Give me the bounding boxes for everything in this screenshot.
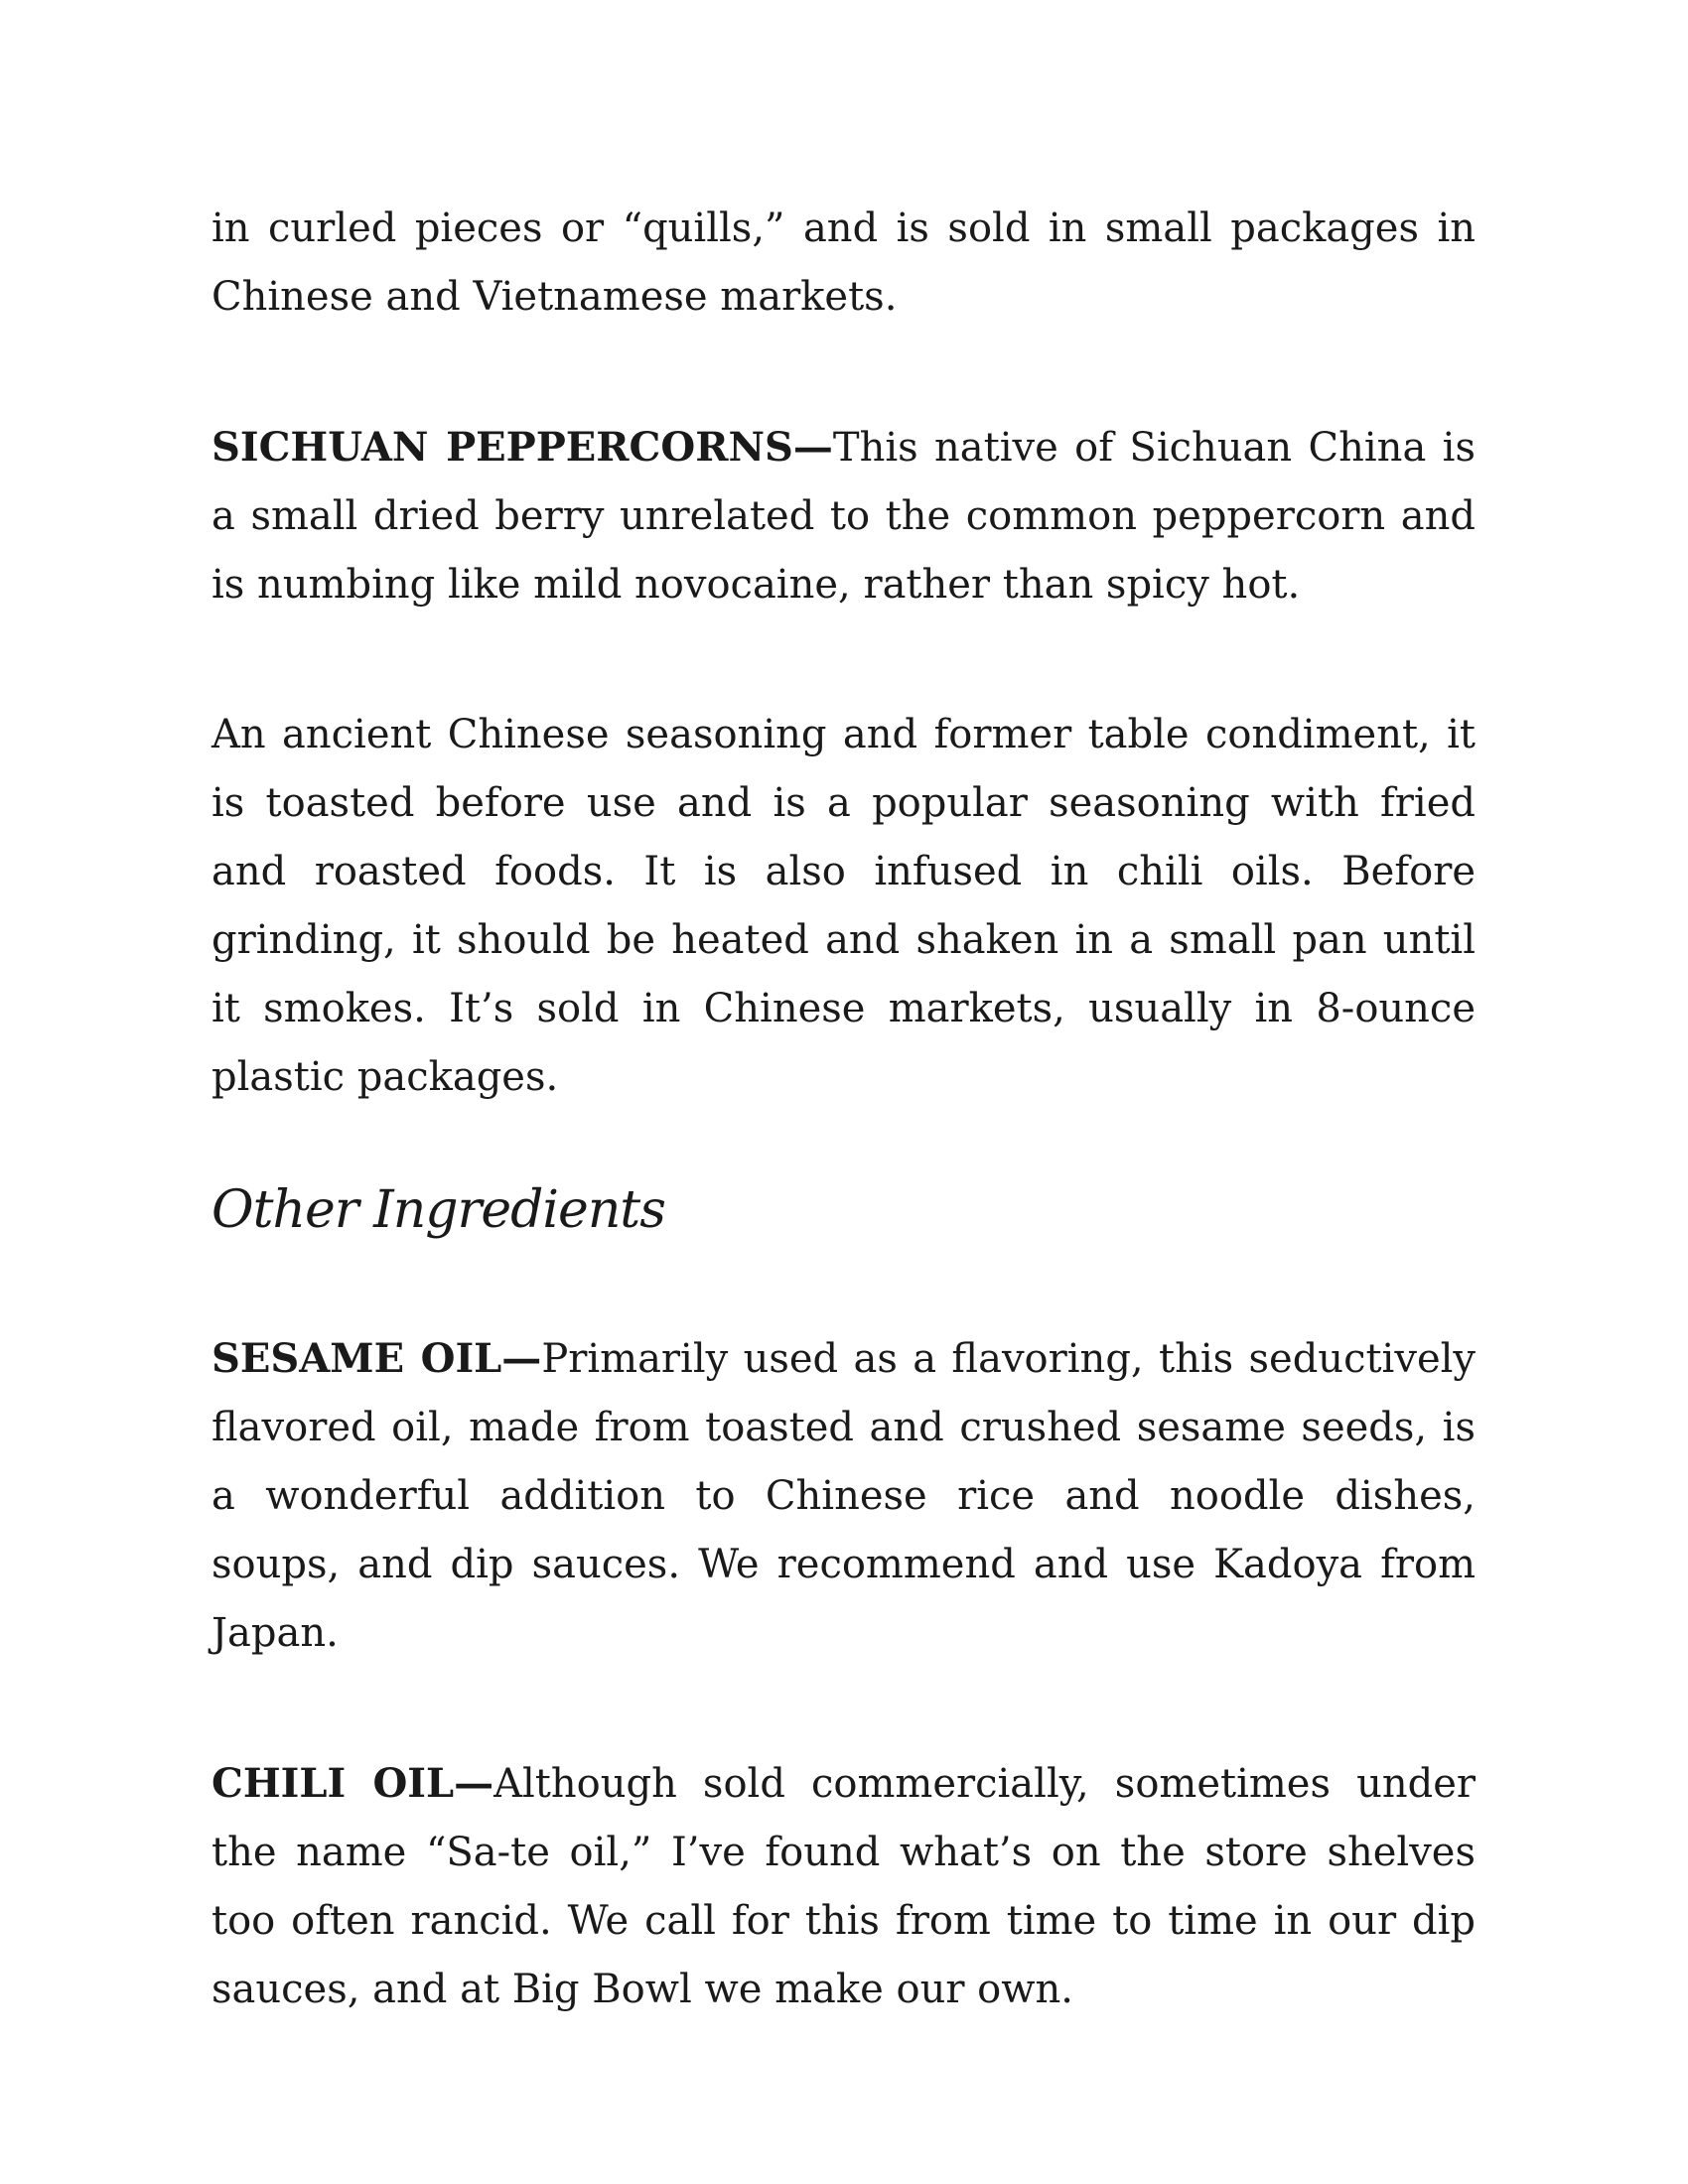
definition-sesame-oil: Primarily used as a flavoring, this seductively flavored oil, made from toasted and crushed sesame seeds, is a wonderful addition to Chinese rice and noodle dishes, soups, and dip sauces. We recommend and use Kadoya from Japan. xyxy=(211,1336,1476,1656)
section-heading-other-ingredients: Other Ingredients xyxy=(211,1180,665,1240)
definition-chili-oil: Although sold commercially, sometimes under the name “Sa-te oil,” I’ve found what’s on the store shelves too often rancid. We call for this from time to time in our dip sauces, and at Big Bowl we make our own. xyxy=(211,1761,1476,2012)
term-sichuan-peppercorns: SICHUAN PEPPERCORNS— xyxy=(211,424,833,471)
paragraph-sichuan-peppercorns xyxy=(211,413,1476,619)
term-sesame-oil: SESAME OIL— xyxy=(211,1335,542,1382)
paragraph-sesame-oil xyxy=(211,1324,1476,1668)
paragraph-sichuan-usage: An ancient Chinese seasoning and former table condiment, it is toasted before use and is a popular seasoning with fried and roasted foods. It is also infused in chili oils. Before grinding, it should be heated and shaken in a small pan until it smokes. It’s sold in Chinese markets, usually in 8-ounce plastic packages. xyxy=(211,712,1476,1100)
definition-sichuan-peppercorns: This native of Sichuan China is a small dried berry unrelated to the common peppercorn and is numbing like mild novocaine, rather than spicy hot. xyxy=(211,425,1476,608)
paragraph-continued: in curled pieces or “quills,” and is sold in small packages in Chinese and Vietnamese markets. xyxy=(211,205,1476,320)
paragraph-chili-oil xyxy=(211,1749,1476,2024)
term-chili-oil: CHILI OIL— xyxy=(211,1760,494,1807)
document-page xyxy=(211,195,1476,2024)
